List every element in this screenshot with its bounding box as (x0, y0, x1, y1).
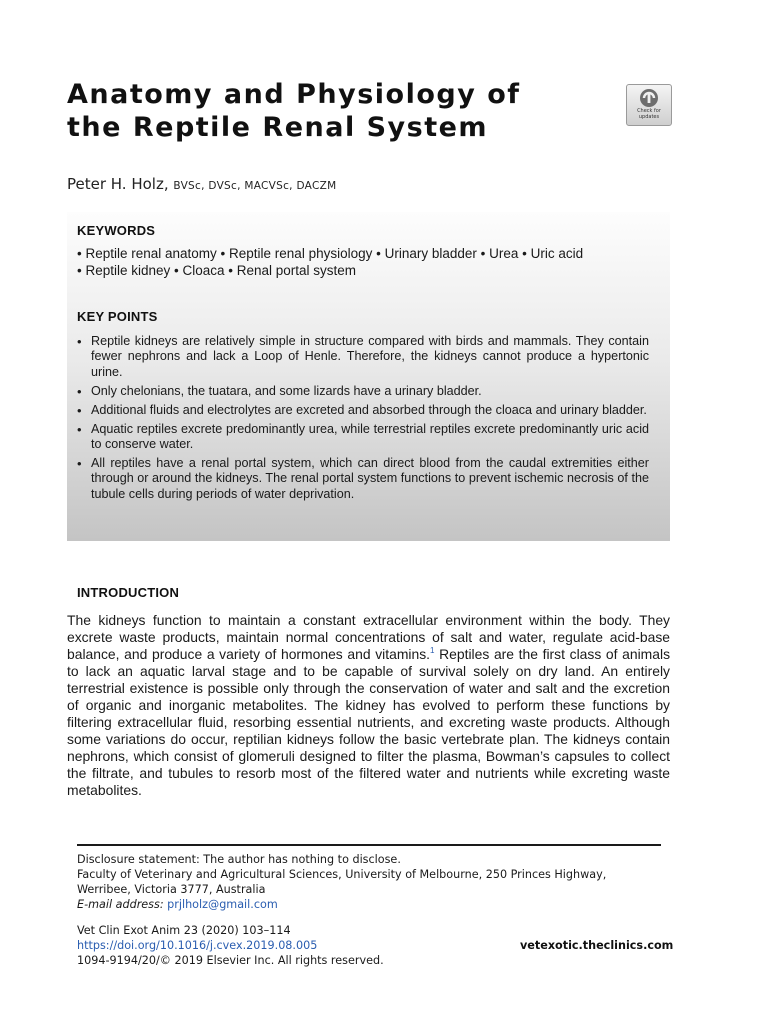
email-label: E-mail address: (77, 898, 164, 911)
footnote-divider (77, 844, 661, 846)
affiliation-line-2: Werribee, Victoria 3777, Australia (77, 883, 266, 896)
introduction-heading: INTRODUCTION (77, 585, 180, 600)
title-line-1: Anatomy and Physiology of (67, 79, 521, 110)
key-point-item: • Only chelonians, the tuatara, and some lizards have a urinary bladder. (77, 384, 649, 399)
copyright-notice: 1094-9194/20/© 2019 Elsevier Inc. All rights reserved. (77, 954, 384, 967)
email-link[interactable]: prjlholz@gmail.com (167, 898, 278, 911)
key-point-item: • Reptile kidneys are relatively simple in structure compared with birds and mammals. They contain fewer nephrons and lack a Loop of Henle. Therefore, the kidneys cannot produce a hypertonic urine. (77, 334, 649, 380)
badge-text-2: updates (638, 114, 660, 120)
keywords-heading: KEYWORDS (77, 223, 156, 238)
key-point-item: • Aquatic reptiles excrete predominantly urea, while terrestrial reptiles excrete predominantly uric acid to conserve water. (77, 422, 649, 453)
key-point-item: • Additional fluids and electrolytes are excreted and absorbed through the cloaca and urinary bladder. (77, 403, 649, 418)
introduction-paragraph (67, 612, 670, 799)
doi-link[interactable]: https://doi.org/10.1016/j.cvex.2019.08.005 (77, 939, 318, 952)
key-points-list (77, 334, 649, 506)
author-line (67, 175, 336, 193)
intro-text-part-1: The kidneys function to maintain a constant extracellular environment within the body. They excrete waste products, maintain normal concentrations of salt and water, regulate acid-base balance, and produce a variety of hormones and vitamins. (67, 612, 670, 662)
disclosure-statement: Disclosure statement: The author has nothing to disclose. (77, 853, 401, 866)
article-title (67, 78, 607, 144)
badge-text-1: Check for (637, 108, 661, 114)
title-line-2: the Reptile Renal System (67, 112, 489, 143)
check-updates-icon (638, 88, 660, 108)
journal-citation: Vet Clin Exot Anim 23 (2020) 103–114 (77, 924, 291, 937)
email-line (77, 897, 278, 912)
intro-text-part-2: Reptiles are the first class of animals to lack an aquatic larval stage and to be capable of survival solely on dry land. An entirely terrestrial existence is possible only through the conservation of water and salt and the excretion of organic and inorganic metabolites. The kidney has evolved to perform these functions by filtering extracellular fluid, resorbing essential nutrients, and excreting waste products. Although some variations do occur, reptilian kidneys follow the basic vertebrate plan. The kidneys contain nephrons, which consist of glomeruli designed to filter the plasma, Bowman’s capsules to collect the filtrate, and tubules to resorb most of the filtered water and nutrients while excreting waste metabolites. (67, 646, 671, 798)
author-name: Peter H. Holz, (67, 175, 169, 193)
journal-website[interactable]: vetexotic.theclinics.com (520, 939, 674, 952)
reference-link-1[interactable]: 1 (430, 646, 435, 655)
keywords-line-1: • Reptile renal anatomy • Reptile renal physiology • Urinary bladder • Urea • Uric acid (77, 246, 584, 261)
keywords-line-2: • Reptile kidney • Cloaca • Renal portal system (77, 263, 357, 278)
author-credentials: BVSc, DVSc, MACVSc, DACZM (173, 180, 337, 192)
key-point-item: • All reptiles have a renal portal system, which can direct blood from the caudal extremities either through or around the kidneys. The renal portal system functions to prevent ischemic necrosis of the tubule cells during periods of water deprivation. (77, 456, 649, 502)
check-for-updates-badge[interactable] (626, 84, 672, 126)
affiliation-line-1: Faculty of Veterinary and Agricultural Sciences, University of Melbourne, 250 Princes Highway, (77, 868, 607, 881)
key-points-heading: KEY POINTS (77, 309, 158, 324)
